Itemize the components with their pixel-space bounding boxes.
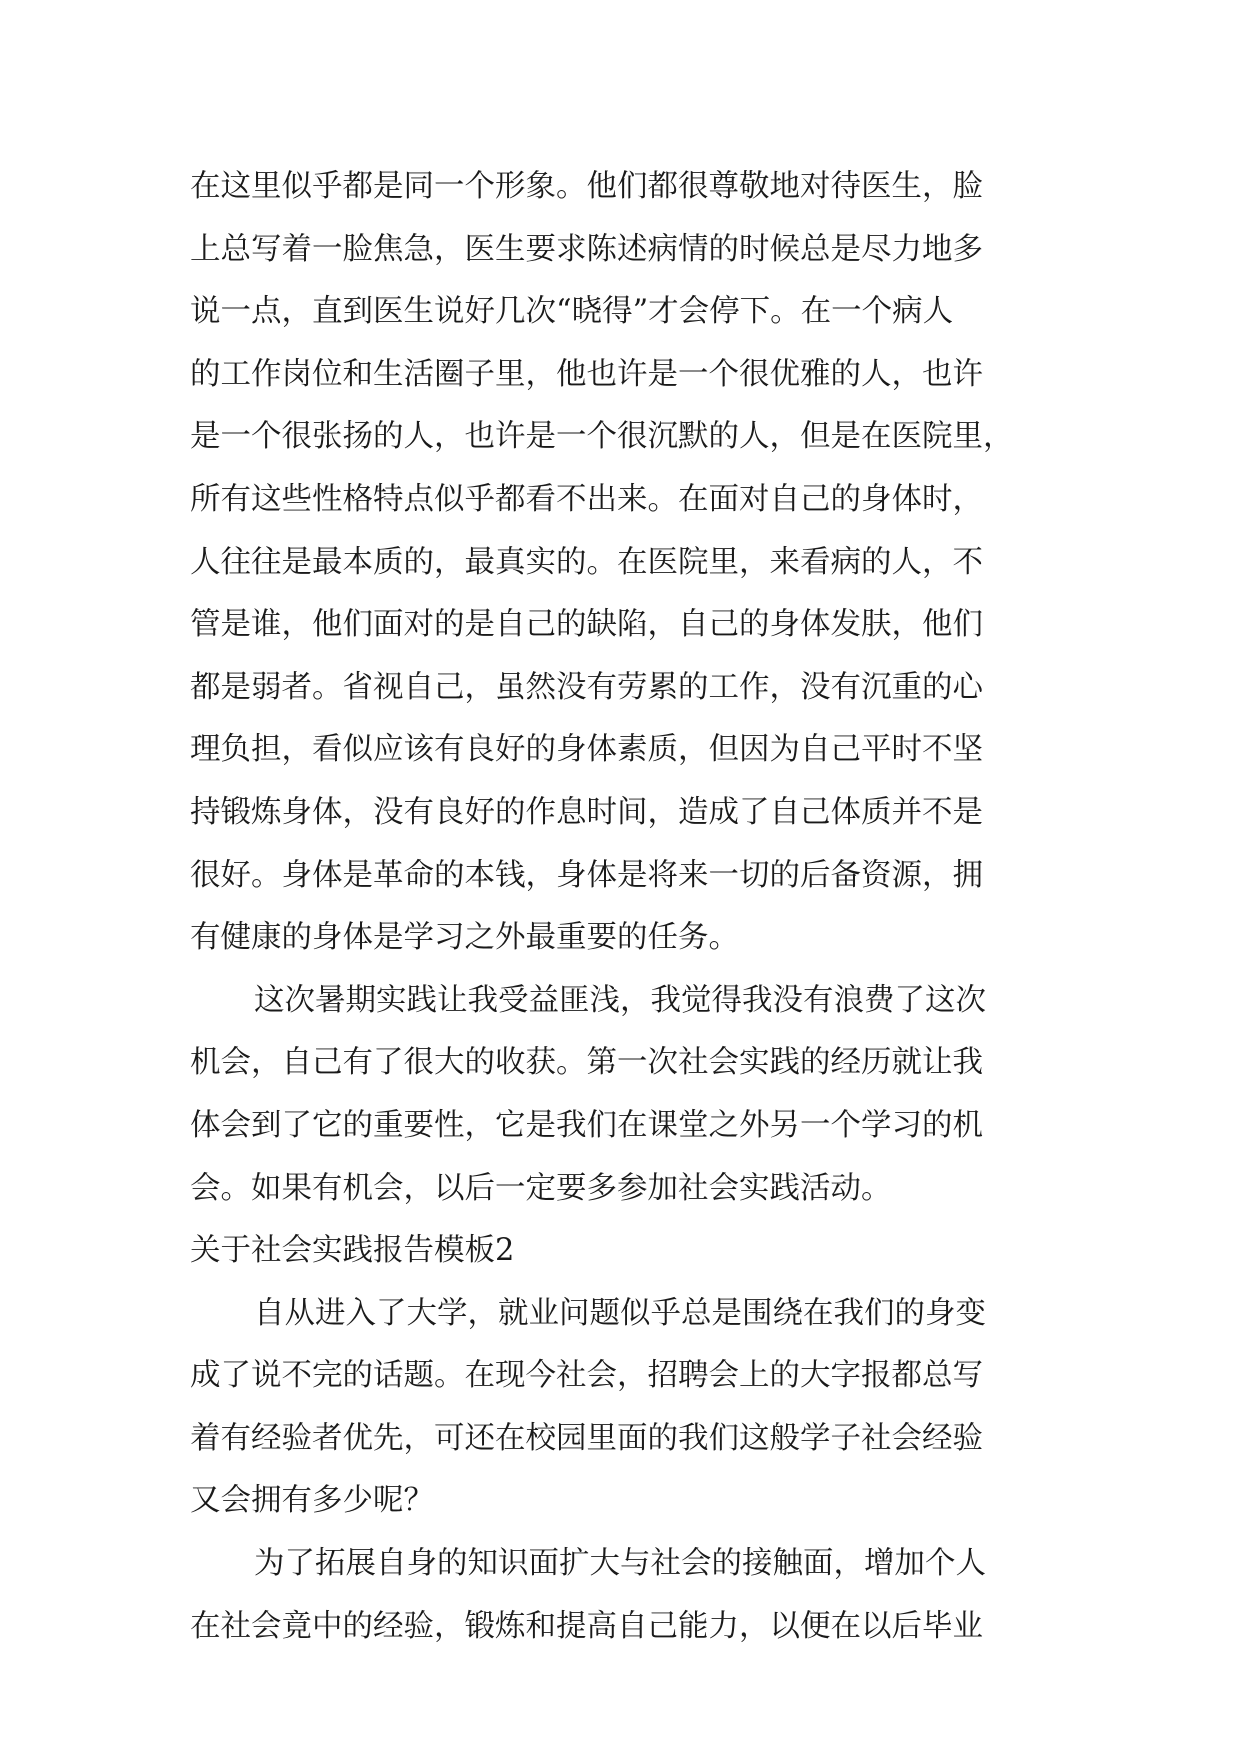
text-line: 人往往是最本质的，最真实的。在医院里，来看病的人，不 [190,544,983,580]
text-line: 又会拥有多少呢？ [190,1483,434,1519]
text-line: 说一点，直到医生说好几次“晓得”才会停下。在一个病人 [190,294,954,330]
text-line: 很好。身体是革命的本钱，身体是将来一切的后备资源，拥 [190,857,983,893]
text-line: 上总写着一脸焦急，医生要求陈述病情的时候总是尽力地多 [190,231,983,267]
text-line: 机会，自己有了很大的收获。第一次社会实践的经历就让我 [190,1045,983,1081]
text-line: 这次暑期实践让我受益匪浅，我觉得我没有浪费了这次 [254,982,986,1018]
text-line: 持锻炼身体，没有良好的作息时间，造成了自己体质并不是 [190,794,983,830]
text-line: 在社会竟中的经验，锻炼和提高自己能力，以便在以后毕业 [190,1608,983,1644]
text-line: 会。如果有机会，以后一定要多参加社会实践活动。 [190,1170,892,1206]
text-line: 理负担，看似应该有良好的身体素质，但因为自己平时不坚 [190,732,983,768]
text-line: 管是谁，他们面对的是自己的缺陷，自己的身体发肤，他们 [190,607,983,643]
text-line: 有健康的身体是学习之外最重要的任务。 [190,920,739,956]
text-line: 的工作岗位和生活圈子里，他也许是一个很优雅的人，也许 [190,356,983,392]
section-heading: 关于社会实践报告模板2 [190,1233,515,1269]
text-line: 都是弱者。省视自己，虽然没有劳累的工作，没有沉重的心 [190,669,983,705]
text-line: 在这里似乎都是同一个形象。他们都很尊敬地对待医生，脸 [190,169,983,204]
text-line: 自从进入了大学，就业问题似乎总是围绕在我们的身变 [254,1295,986,1331]
text-line: 为了拓展自身的知识面扩大与社会的接触面，增加个人 [254,1546,986,1582]
text-line: 是一个很张扬的人，也许是一个很沉默的人，但是在医院里， [190,419,1014,455]
text-line: 体会到了它的重要性，它是我们在课堂之外另一个学习的机 [190,1107,983,1143]
text-line: 所有这些性格特点似乎都看不出来。在面对自己的身体时， [190,481,983,517]
document-body [190,156,1070,1658]
text-line: 着有经验者优先，可还在校园里面的我们这般学子社会经验 [190,1420,983,1456]
text-line: 成了说不完的话题。在现今社会，招聘会上的大字报都总写 [190,1358,983,1394]
